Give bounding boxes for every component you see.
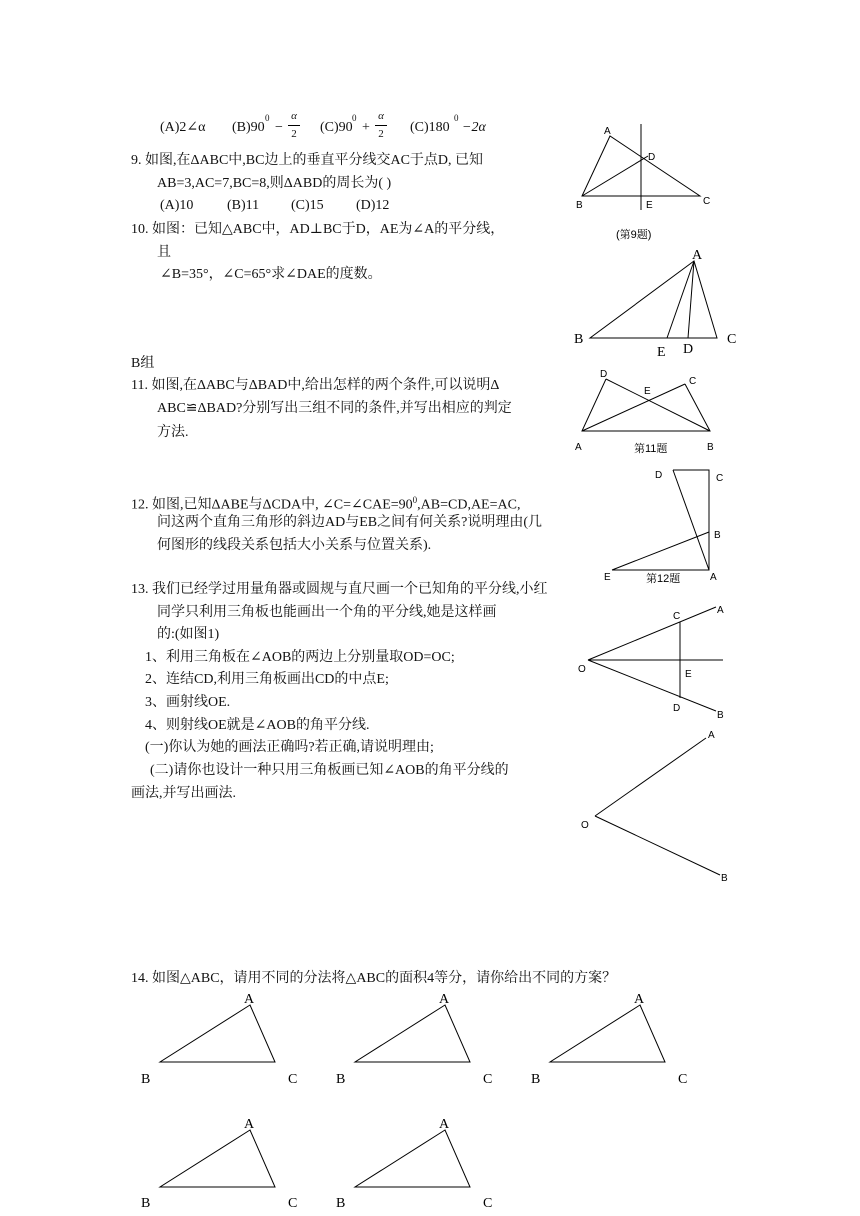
q9-label-c: C: [703, 196, 711, 207]
q12-label-b: B: [714, 530, 721, 541]
q11-figure: [570, 364, 720, 459]
q10-label-e: E: [657, 345, 666, 360]
svg-text:C: C: [678, 1072, 688, 1087]
q11-line1: 11. 如图,在ΔABC与ΔBAD中,给出怎样的两个条件,可以说明Δ: [131, 378, 500, 393]
q13-ray-ob: [588, 660, 716, 711]
svg-text:A: A: [439, 1117, 450, 1132]
svg-text:B: B: [336, 1072, 346, 1087]
q14-line1: 14. 如图△ABC，请用不同的分法将△ABC的面积4等分，请你给出不同的方案？: [131, 971, 617, 986]
q13-fig2-ray-ob: [595, 816, 720, 875]
svg-text:A: A: [634, 992, 645, 1007]
q10-line2: 且: [157, 245, 171, 260]
q10-figure: [570, 245, 745, 360]
q12-segment-ad: [673, 470, 709, 570]
q8-c-fraction: $\frac{\alpha}{2}$: [375, 110, 387, 140]
svg-text:A: A: [244, 992, 255, 1007]
q13-fig1-label-c: C: [673, 611, 681, 622]
q9-option-d: (D)12: [356, 198, 390, 213]
q13-step3: 3、画射线OE.: [145, 695, 231, 710]
q9-option-b: (B)11: [227, 198, 260, 213]
svg-text:B: B: [141, 1072, 151, 1087]
q8-b-fraction: $\frac{\alpha}{2}$: [288, 110, 300, 140]
q14-triangle-3: [520, 985, 720, 1093]
q13-step4: 4、则射线OE就是∠AOB的角平分线.: [145, 718, 370, 733]
svg-text:C: C: [288, 1072, 298, 1087]
q12-segment-eb: [612, 532, 709, 570]
q11-caption: 第11题: [634, 443, 668, 455]
q10-altitude-ad: [688, 261, 694, 338]
q11-label-d: D: [600, 369, 608, 380]
q12-line3: 何图形的线段关系包括大小关系与位置关系).: [157, 538, 432, 553]
svg-text:A: A: [439, 992, 450, 1007]
q13-step2: 2、连结CD,利用三角板画出CD的中点E;: [145, 672, 389, 687]
q10-label-c: C: [727, 332, 737, 347]
q11-label-a: A: [575, 442, 582, 453]
q9-segment-bd: [582, 156, 648, 196]
q9-caption: (第9题): [616, 229, 652, 241]
q9-option-a: (A)10: [160, 198, 194, 213]
q13-fig2-ray-oa: [595, 738, 706, 816]
svg-text:B: B: [531, 1072, 541, 1087]
q13-line2: 同学只利用三角板也能画出一个角的平分线,她是这样画: [157, 605, 497, 620]
q9-label-b: B: [576, 200, 583, 211]
q13-fig1-label-d: D: [673, 703, 681, 714]
q8-option-b: (B)90: [232, 120, 265, 135]
q14-triangle-2: [325, 985, 525, 1093]
q12-label-e: E: [604, 572, 611, 583]
q13-figure-2: [570, 724, 735, 889]
q13-sub2b: 画法,并写出画法.: [131, 786, 236, 801]
svg-text:B: B: [141, 1196, 151, 1211]
svg-text:C: C: [483, 1072, 493, 1087]
q10-line1: 10. 如图：已知△ABC中，AD⊥BC于D，AE为∠A的平分线，: [131, 222, 505, 237]
q14-triangle-1: [130, 985, 330, 1093]
q13-fig1-label-a: A: [717, 605, 724, 616]
q13-fig2-label-b: B: [721, 873, 728, 884]
svg-text:B: B: [336, 1196, 346, 1211]
group-b-heading: B组: [131, 356, 155, 371]
q13-line1: 13. 我们已经学过用量角器或圆规与直尺画一个已知角的平分线,小红: [131, 582, 548, 597]
q12-line2: 问这两个直角三角形的斜边AD与EB之间有何关系?说明理由(几: [157, 515, 542, 530]
q11-segment-ac: [582, 384, 685, 431]
q9-option-c: (C)15: [291, 198, 324, 213]
q14-triangle-4: [130, 1110, 330, 1216]
q9-line2: AB=3,AC=7,BC=8,则ΔABD的周长为( ): [157, 176, 392, 191]
q11-label-e: E: [644, 386, 651, 397]
svg-text:A: A: [244, 1117, 255, 1132]
q12-label-c: C: [716, 473, 724, 484]
q12-label-d: D: [655, 470, 663, 481]
q13-fig1-label-o: O: [578, 664, 586, 675]
q13-sub2: (二)请你也设计一种只用三角板画已知∠AOB的角平分线的: [150, 763, 509, 778]
q11-label-b: B: [707, 442, 714, 453]
q11-label-c: C: [689, 376, 697, 387]
q9-label-d: D: [648, 152, 656, 163]
q14-triangle-5: [325, 1110, 525, 1216]
svg-text:C: C: [288, 1196, 298, 1211]
q12-label-a: A: [710, 572, 717, 583]
q13-fig2-label-a: A: [708, 730, 715, 741]
q13-fig2-label-o: O: [581, 820, 589, 831]
q9-label-a: A: [604, 126, 611, 137]
q13-step1: 1、利用三角板在∠AOB的两边上分别量取OD=OC;: [145, 650, 455, 665]
q11-line2: ABC≌ΔBAD?分别写出三组不同的条件,并写出相应的判定: [157, 401, 512, 416]
q9-label-e: E: [646, 200, 653, 211]
q13-fig1-label-b: B: [717, 710, 724, 721]
q10-label-b: B: [574, 332, 584, 347]
q13-fig1-label-e: E: [685, 669, 692, 680]
svg-text:C: C: [483, 1196, 493, 1211]
q13-sub1: (一)你认为她的画法正确吗?若正确,请说明理由;: [145, 740, 434, 755]
q9-line1: 9. 如图,在ΔABC中,BC边上的垂直平分线交AC于点D, 已知: [131, 153, 484, 168]
q12-figure: [595, 462, 730, 587]
q10-triangle: [590, 261, 717, 338]
q12-line1: 12. 如图,已知ΔABE与ΔCDA中, $\angle C=\angle CAE=90^0,AB=CD,AE=AC$,: [131, 495, 521, 513]
q10-label-d: D: [683, 342, 694, 357]
q13-figure-1: [570, 597, 735, 725]
q12-caption: 第12题: [646, 573, 681, 585]
q10-label-a: A: [692, 248, 703, 263]
q11-line3: 方法.: [157, 425, 189, 440]
q13-line3: 的:(如图1): [157, 627, 220, 642]
q8-option-d: (C)180: [410, 120, 450, 135]
q9-figure: [570, 120, 730, 245]
q10-bisector-ae: [667, 261, 694, 338]
q8-option-a: (A)2∠α: [160, 120, 206, 135]
q8-option-c: (C)90: [320, 120, 353, 135]
q10-line3: ∠B=35°，∠C=65°求∠DAE的度数。: [160, 267, 382, 282]
q13-ray-oa: [588, 607, 716, 660]
